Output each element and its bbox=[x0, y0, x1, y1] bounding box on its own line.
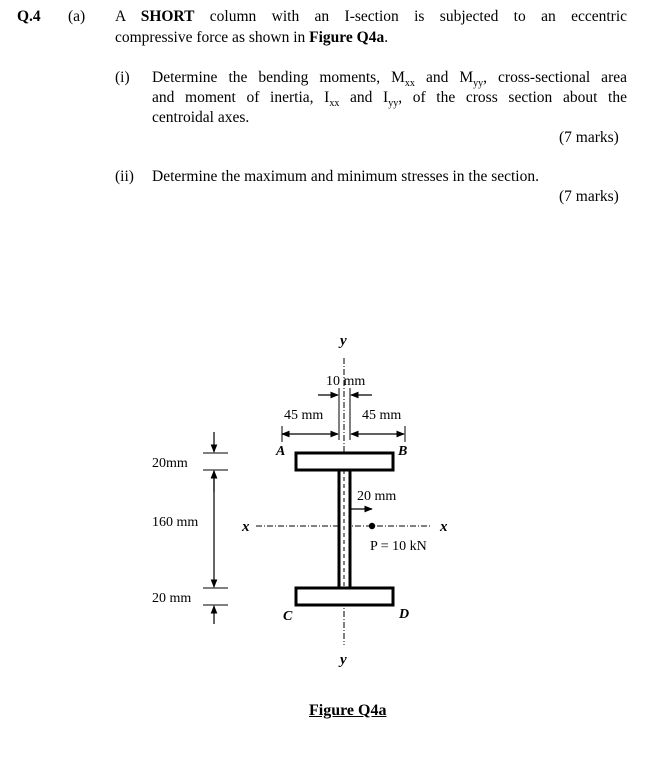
subquestion-i-line2: and moment of inertia, $I_{xx}$ and $I_{yy}$, of the cross section about the bbox=[152, 89, 627, 110]
left-width-label: 45 mm bbox=[284, 408, 324, 423]
subquestion-i-line3: centroidal axes. bbox=[152, 109, 250, 126]
y-axis-label-bottom: y bbox=[340, 652, 347, 668]
bottom-flange bbox=[296, 588, 393, 605]
x-axis-label-right: x bbox=[440, 519, 448, 535]
y-axis-label-top: y bbox=[340, 333, 347, 349]
subquestion-ii-text: Determine the maximum and minimum stresses in the section. bbox=[152, 168, 539, 185]
corner-b-label: B bbox=[398, 444, 408, 459]
right-width-label: 45 mm bbox=[362, 408, 402, 423]
question-number: Q.4 bbox=[17, 8, 41, 25]
web-height-label: 160 mm bbox=[152, 515, 199, 530]
subquestion-ii-label: (ii) bbox=[115, 168, 134, 185]
question-part: (a) bbox=[68, 8, 86, 25]
top-flange bbox=[296, 453, 393, 470]
bottom-flange-label: 20 mm bbox=[152, 591, 192, 606]
figure-caption: Figure Q4a bbox=[309, 702, 387, 719]
corner-d-label: D bbox=[399, 607, 410, 622]
x-axis-label-left: x bbox=[242, 519, 250, 535]
web-thickness-label: 10 mm bbox=[326, 374, 366, 389]
load-label: P = 10 kN bbox=[370, 539, 427, 554]
subquestion-i-label: (i) bbox=[115, 69, 130, 86]
top-flange-label: 20mm bbox=[152, 456, 188, 471]
figure-reference: Figure Q4a bbox=[309, 29, 385, 46]
subquestion-ii-marks: (7 marks) bbox=[559, 188, 619, 205]
question-stem-line2: compressive force as shown in Figure Q4a. bbox=[115, 29, 389, 46]
subquestion-i-line1: Determine the bending moments, $M_{xx}$ and $M_{yy}$, cross-sectional area bbox=[152, 69, 627, 90]
corner-a-label: A bbox=[276, 444, 286, 459]
corner-c-label: C bbox=[283, 609, 293, 624]
subquestion-i-marks: (7 marks) bbox=[559, 129, 619, 146]
load-point bbox=[369, 523, 375, 529]
question-stem-line1: A SHORT column with an I-section is subjected to an eccentric bbox=[115, 8, 628, 25]
web-offset-label: 20 mm bbox=[357, 489, 397, 504]
